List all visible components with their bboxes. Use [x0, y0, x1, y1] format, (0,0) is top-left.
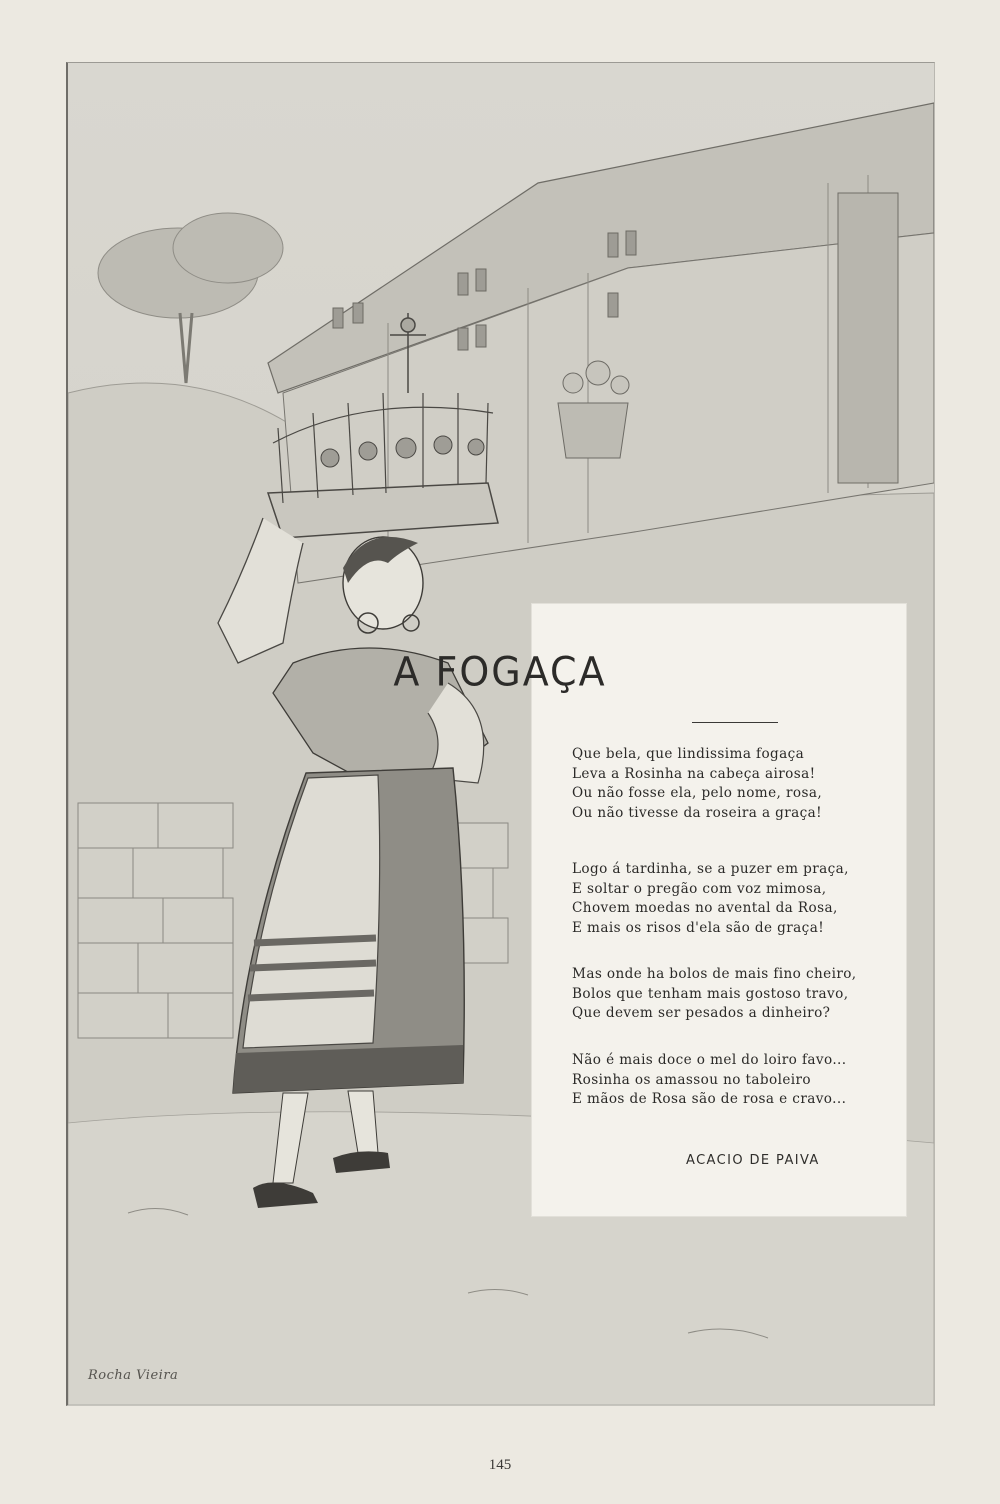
poem-line: Que devem ser pesados a dinheiro?	[572, 1005, 831, 1021]
poem-line: Logo á tardinha, se a puzer em praça,	[572, 861, 849, 877]
poem-author: ACACIO DE PAIVA	[686, 1153, 820, 1168]
poem-line: Ou não tivesse da roseira a graça!	[572, 804, 823, 821]
poem-line: E mais os risos d'ela são de graça!	[572, 919, 825, 936]
poem-line: Que bela, que lindissima fogaça	[572, 746, 805, 762]
poem-line: Chovem moedas no avental da Rosa,	[572, 900, 838, 916]
poem-stanza-2	[572, 860, 892, 938]
artist-signature: Rocha Vieira	[88, 1368, 179, 1383]
poem-title: A FOGAÇA	[393, 648, 607, 696]
poem-line: Ou não fosse ela, pelo nome, rosa,	[572, 785, 823, 801]
poem-line: Não é mais doce o mel do loiro favo...	[572, 1052, 847, 1068]
title-divider	[692, 722, 778, 723]
poem-line: Leva a Rosinha na cabeça airosa!	[572, 765, 816, 782]
poem-line: Mas onde ha bolos de mais fino cheiro,	[572, 966, 857, 982]
poem-stanza-3	[572, 965, 892, 1024]
poem-line: E soltar o pregão com voz mimosa,	[572, 880, 827, 897]
poem-stanza-4	[572, 1051, 892, 1110]
poem-stanza-1	[572, 745, 892, 823]
poem-line: E mãos de Rosa são de rosa e cravo...	[572, 1091, 847, 1107]
poem-line: Rosinha os amassou no taboleiro	[572, 1071, 812, 1088]
poem-line: Bolos que tenham mais gostoso travo,	[572, 985, 849, 1002]
page-number: 145	[488, 1457, 512, 1473]
